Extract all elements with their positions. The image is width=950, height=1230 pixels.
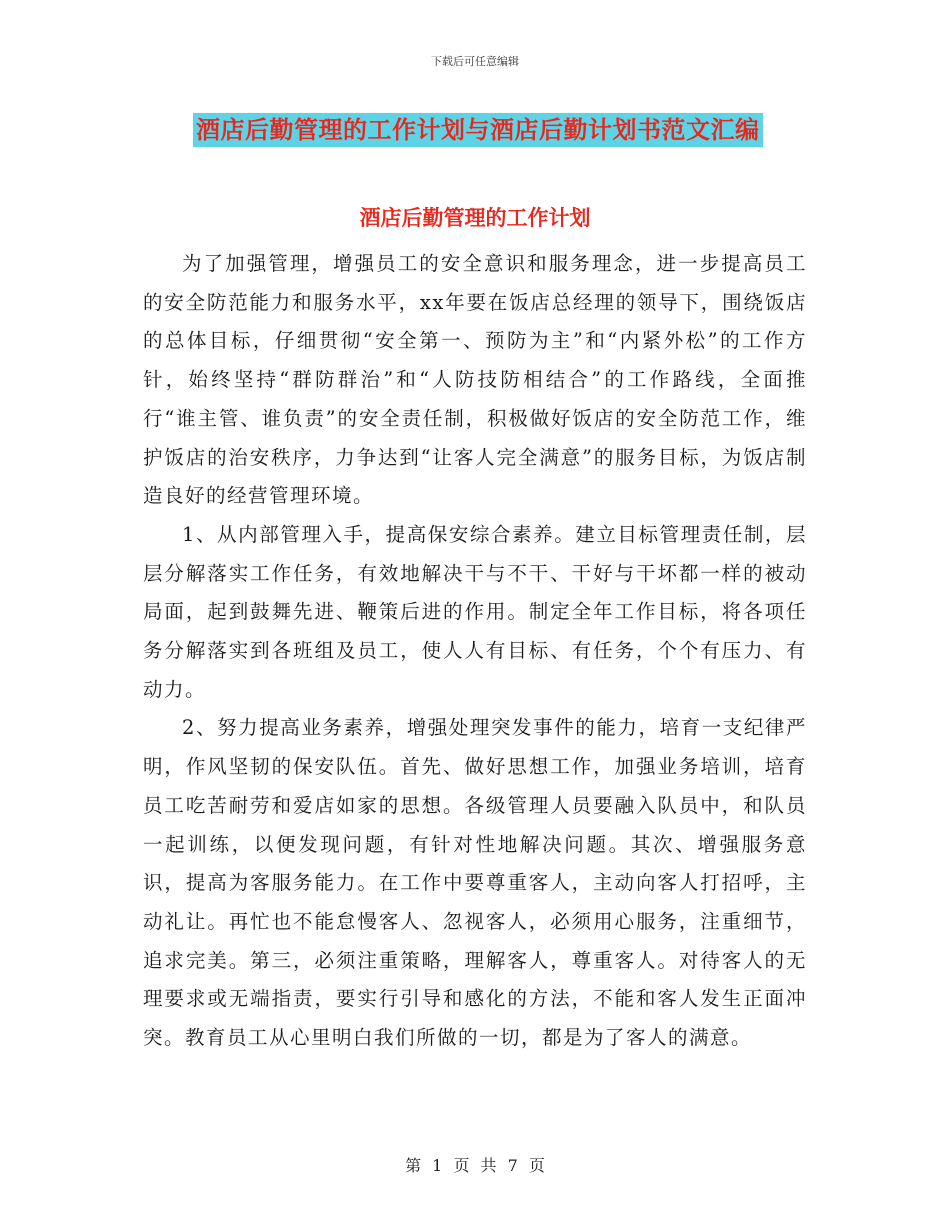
paragraph-intro: 为了加强管理，增强员工的安全意识和服务理念，进一步提高员工的安全防范能力和服务水平，xx年要在饭店总经理的领导下，围绕饭店的总体目标，仔细贯彻“安全第一、预防为主”和“内紧外松”的工作方针，始终坚持“群防群治”和“人防技防相结合”的工作路线，全面推行“谁主管、谁负责”的安全责任制，积极做好饭店的安全防范工作，维护饭店的治安秩序，力争达到“让客人完全满意”的服务目标，为饭店制造良好的经营管理环境。 [143, 252, 807, 508]
section-title: 酒店后勤管理的工作计划 [359, 206, 591, 230]
body-text [143, 245, 807, 1058]
document-title: 酒店后勤管理的工作计划与酒店后勤计划书范文汇编 [193, 113, 763, 147]
page-footer: 第 1 页 共 7 页 [405, 1156, 545, 1175]
header-note: 下载后可任意编辑 [431, 55, 519, 68]
paragraph-item-1: 1、从内部管理入手，提高保安综合素养。建立目标管理责任制，层层分解落实工作任务，有效地解决干与不干、干好与干坏都一样的被动局面，起到鼓舞先进、鞭策后进的作用。制定全年工作目标，将各项任务分解落实到各班组及员工，使人人有目标、有任务，个个有压力、有动力。 [143, 522, 807, 701]
paragraph-item-2: 2、努力提高业务素养，增强处理突发事件的能力，培育一支纪律严明，作风坚韧的保安队伍。首先、做好思想工作，加强业务培训，培育员工吃苦耐劳和爱店如家的思想。各级管理人员要融入队员中，和队员一起训练，以便发现问题，有针对性地解决问题。其次、增强服务意识，提高为客服务能力。在工作中要尊重客人，主动向客人打招呼，主动礼让。再忙也不能怠慢客人、忽视客人，必须用心服务，注重细节，追求完美。第三，必须注重策略，理解客人，尊重客人。对待客人的无理要求或无端指责，要实行引导和感化的方法，不能和客人发生正面冲突。教育员工从心里明白我们所做的一切，都是为了客人的满意。 [143, 716, 807, 1050]
